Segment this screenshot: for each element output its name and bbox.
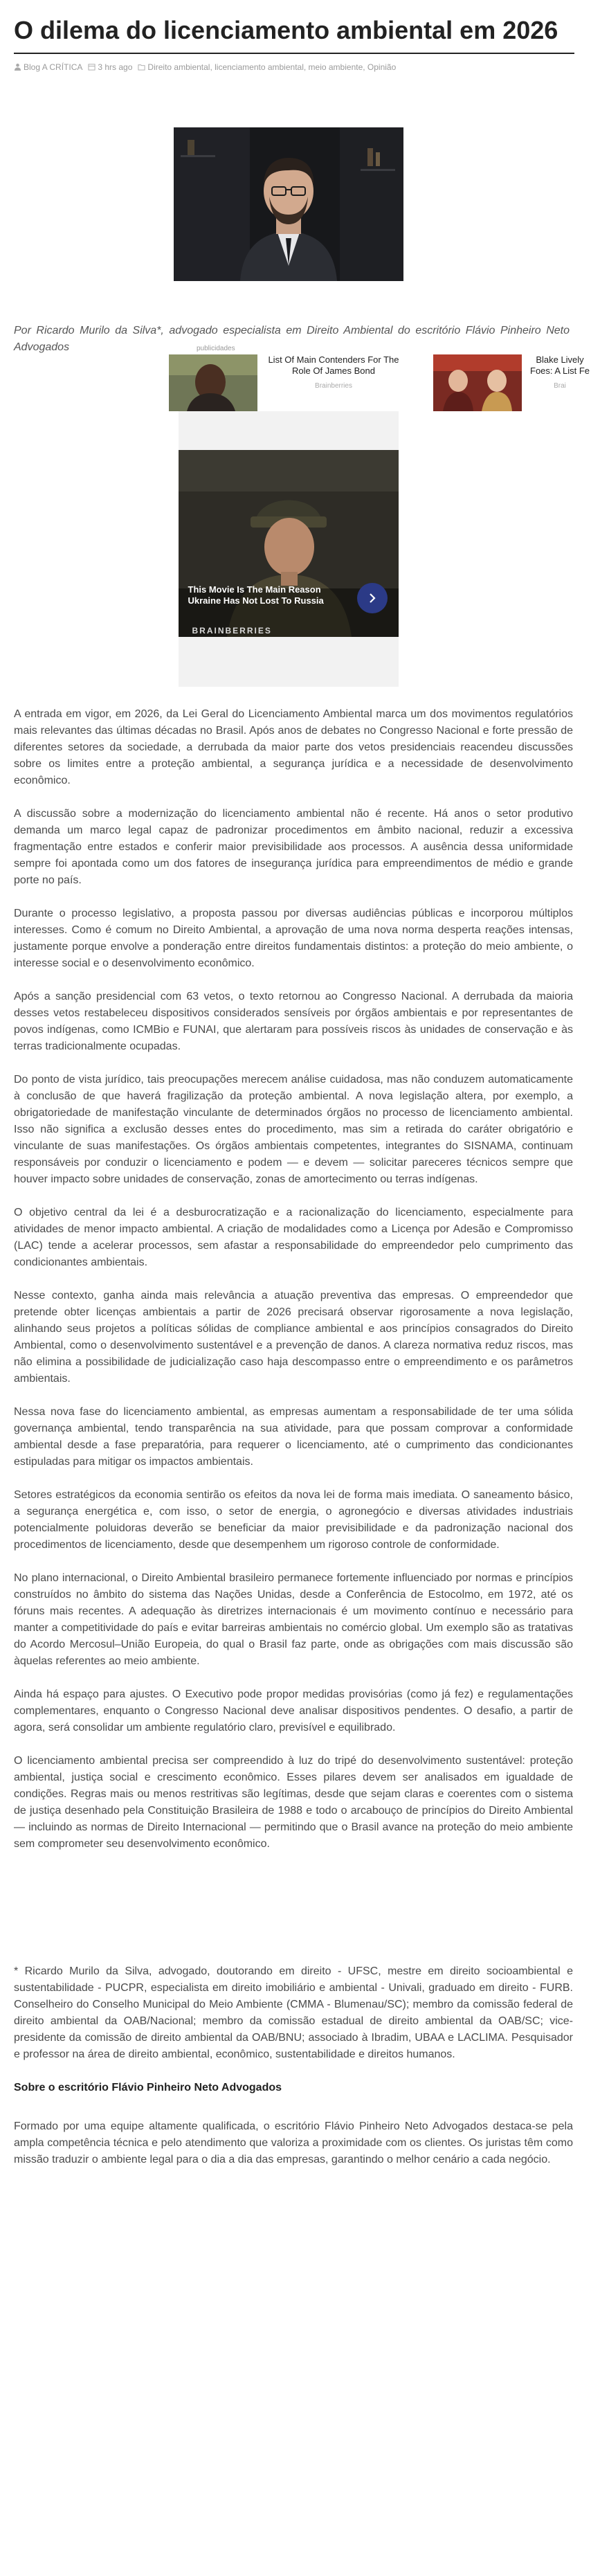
- ad-source: Brai: [554, 382, 566, 390]
- article-meta: [14, 62, 563, 72]
- article-paragraph: A discussão sobre a modernização do licenciamento ambiental não é recente. Há anos o setor produtivo demanda um marco legal capaz de padronizar procedimentos em âmbito nacional, reduzir a excessiva fragmentação entre estados e conferir maior previsibilidade aos processos. A ausência dessa uniformidade sempre foi apontada como um dos fatores de insegurança jurídica para empreendimentos de médio e grande porte no país.: [14, 808, 573, 886]
- ad-card[interactable]: [433, 354, 590, 411]
- ad-headline[interactable]: List Of Main Contenders For The Role Of James Bond: [268, 354, 399, 376]
- ad-headline[interactable]: Blake Lively Foes: A List Fe: [530, 354, 590, 376]
- about-heading: Sobre o escritório Flávio Pinheiro Neto Advogados: [14, 2082, 282, 2093]
- article-paragraph: Setores estratégicos da economia sentirão os efeitos da nova lei de forma mais imediata. O saneamento básico, a segurança energética e, com isso, o setor de energia, o agronegócio e diversas atividades industriais potencialmente poluidoras deverão se beneficiar da maior previsibilidade e da padronização nacional dos procedimentos de licenciamento, desde que desempenhem um rigoroso controle de conformidade.: [14, 1489, 573, 1551]
- article-paragraph: Ainda há espaço para ajustes. O Executivo pode propor medidas provisórias (como já fez) e regulamentações complementares, enquanto o Congresso Nacional deve analisar dispositivos pendentes. O desafio, a partir de agora, será consolidar um ambiente regulatório claro, previsível e equilibrado.: [14, 1688, 573, 1733]
- ad-card[interactable]: [169, 354, 403, 411]
- author-note: * Ricardo Murilo da Silva, advogado, doutorando em direito - UFSC, mestre em direito socioambiental e sustentabilidade - PUCPR, especialista em direito imobiliário e ambiental - Univali, graduado em direito - FURB. Conselheiro do Conselho Municipal do Meio Ambiente (CMMA - Blumenau/SC); membro da comissão federal de direito ambiental da OAB/Nacional; membro da comissão estadual de direito ambiental da OAB/SC; vice-presidente da comissão de direito ambiental da OAB/BNU; associado à Ibradim, UBAA e LACLIMA. Pesquisador e professor na área de direito ambiental, econômico, sustentabilidade e direitos humanos.: [14, 1965, 573, 2060]
- ad-thumbnail[interactable]: [433, 354, 522, 411]
- meta-date: 3 hrs ago: [88, 62, 132, 72]
- article-paragraph: Nesse contexto, ganha ainda mais relevância a atuação preventiva das empresas. O empreendedor que pretende obter licenças ambientais a partir de 2026 precisará observar rigorosamente a nova legislação, alinhando seus projetos a políticas sólidas de compliance ambiental e aos princípios consagrados do Direito Ambiental, como o desenvolvimento sustentável e a prevenção de danos. A clareza normativa reduz riscos, mas não elimina a possibilidade de judicialização caso haja descompasso entre o empreendimento e os parâmetros ambientais.: [14, 1290, 573, 1385]
- video-ad[interactable]: [179, 411, 399, 687]
- ad-label: publicidades: [197, 345, 235, 352]
- article-paragraph: Do ponto de vista jurídico, tais preocupações merecem análise cuidadosa, mas não conduzem automaticamente à conclusão de que haverá fragilização da proteção ambiental. A nova legislação altera, por exemplo, a obrigatoriedade de manifestação vinculante de determinados órgãos no processo de licenciamento ambiental. Isso não significa a exclusão desses entes do procedimento, mas sim a retirada do caráter obrigatório e vinculante de suas manifestações. Os órgãos ambientais competentes, integrantes do SISNAMA, continuam responsáveis por conduzir o licenciamento e podem — e devem — solicitar pareceres técnicos sempre que houver impacto sobre unidades de conservação, zonas de amortecimento ou terras indígenas.: [14, 1074, 573, 1185]
- article-byline: Por Ricardo Murilo da Silva*, advogado especialista em Direito Ambiental do escritório Flávio Pinheiro Neto Advogados: [14, 325, 570, 353]
- meta-author[interactable]: Blog A CRÍTICA: [14, 62, 82, 72]
- article-paragraph: Durante o processo legislativo, a proposta passou por diversas audiências públicas e incorporou múltiplos interesses. Como é comum no Direito Ambiental, a aprovação de uma nova norma desperta reações intensas, justamente porque envolve a ponderação entre direitos fundamentais distintos: a proteção do meio ambiente, o interesse social e o desenvolvimento econômico.: [14, 908, 573, 969]
- meta-tags[interactable]: Direito ambiental, licenciamento ambiental, meio ambiente, Opinião: [138, 62, 396, 72]
- article-body: [14, 706, 573, 1853]
- article-paragraph: O licenciamento ambiental precisa ser compreendido à luz do tripé do desenvolvimento sustentável: proteção ambiental, justiça social e crescimento econômico. Esses pilares devem ser analisados em igualdade de condições. Regras mais ou menos restritivas são legítimas, desde que sejam claras e coerentes com o sistema de justiça desenhado pela Constituição Brasileira de 1988 e todo o arcabouço de princípios do Direito Ambiental — incluindo as normas de Direito Internacional — permitindo que o Brasil avance na proteção do meio ambiente sem comprometer seu desenvolvimento econômico.: [14, 1755, 573, 1850]
- about-text: Formado por uma equipe altamente qualificada, o escritório Flávio Pinheiro Neto Advogados destaca-se pela ampla competência técnica e pelo atendimento que valoriza a proximidade com os clientes. Os juristas têm como missão traduzir o ambiente legal para o dia a dia das empresas, garantindo o melhor cenário a cada negócio.: [14, 2120, 573, 2165]
- article-paragraph: A entrada em vigor, em 2026, da Lei Geral do Licenciamento Ambiental marca um dos movimentos regulatórios mais relevantes das últimas décadas no Brasil. Após anos de debates no Congresso Nacional e forte pressão de diferentes setores da sociedade, a derrubada da maior parte dos vetos presidenciais reacendeu discussões sobre os limites entre a proteção ambiental, a segurança jurídica e a necessidade de desenvolvimento econômico.: [14, 708, 573, 786]
- author-photo: [174, 127, 403, 281]
- article-footer: [14, 1963, 573, 2168]
- video-caption[interactable]: This Movie Is The Main Reason Ukraine Has Not Lost To Russia: [188, 584, 324, 606]
- article-title: O dilema do licenciamento ambiental em 2026: [14, 0, 574, 54]
- article-paragraph: No plano internacional, o Direito Ambiental brasileiro permanece fortemente influenciado por normas e princípios construídos no âmbito do sistema das Nações Unidas, desde a Conferência de Estocolmo, em 1972, até os fóruns mais recentes. A adequação às diretrizes internacionais é um movimento contínuo e necessário para manter a competitividade do país e evitar barreiras ambientais no comércio global. Um exemplo são as tratativas do Acordo Mercosul–União Europeia, do qual o Brasil faz parte, onde as obrigações com mais discussão são àquelas referentes ao meio ambiente.: [14, 1572, 573, 1667]
- calendar-icon: [88, 63, 96, 71]
- video-brand: BRAINBERRIES: [192, 626, 272, 636]
- ad-source: Brainberries: [315, 382, 352, 390]
- folder-icon: [138, 63, 145, 71]
- ad-strip: [14, 342, 590, 411]
- user-icon: [14, 63, 21, 71]
- next-arrow-icon[interactable]: [357, 583, 388, 613]
- ad-thumbnail[interactable]: [169, 354, 257, 411]
- article-paragraph: Nessa nova fase do licenciamento ambiental, as empresas aumentam a responsabilidade de ter uma sólida governança ambiental, tendo transparência na sua atividade, para que possam comprovar a conformidade ambiental desde a fase preparatória, para requerer o licenciamento, até o cumprimento das condicionantes estipuladas para mitigar os impactos ambientais.: [14, 1406, 573, 1468]
- article-paragraph: Após a sanção presidencial com 63 vetos, o texto retornou ao Congresso Nacional. A derrubada da maioria desses vetos restabeleceu dispositivos considerados sensíveis por órgãos ambientais e por representantes de povos indígenas, como ICMBio e FUNAI, que alertaram para possíveis riscos às unidades de conservação e às terras tradicionalmente ocupadas.: [14, 991, 573, 1052]
- article-paragraph: O objetivo central da lei é a desburocratização e a racionalização do licenciamento, especialmente para atividades de menor impacto ambiental. A criação de modalidades como a Licença por Adesão e Compromisso (LAC) tende a acelerar processos, sem afastar a responsabilidade do empreendedor pelo cumprimento das condicionantes ambientais.: [14, 1207, 573, 1268]
